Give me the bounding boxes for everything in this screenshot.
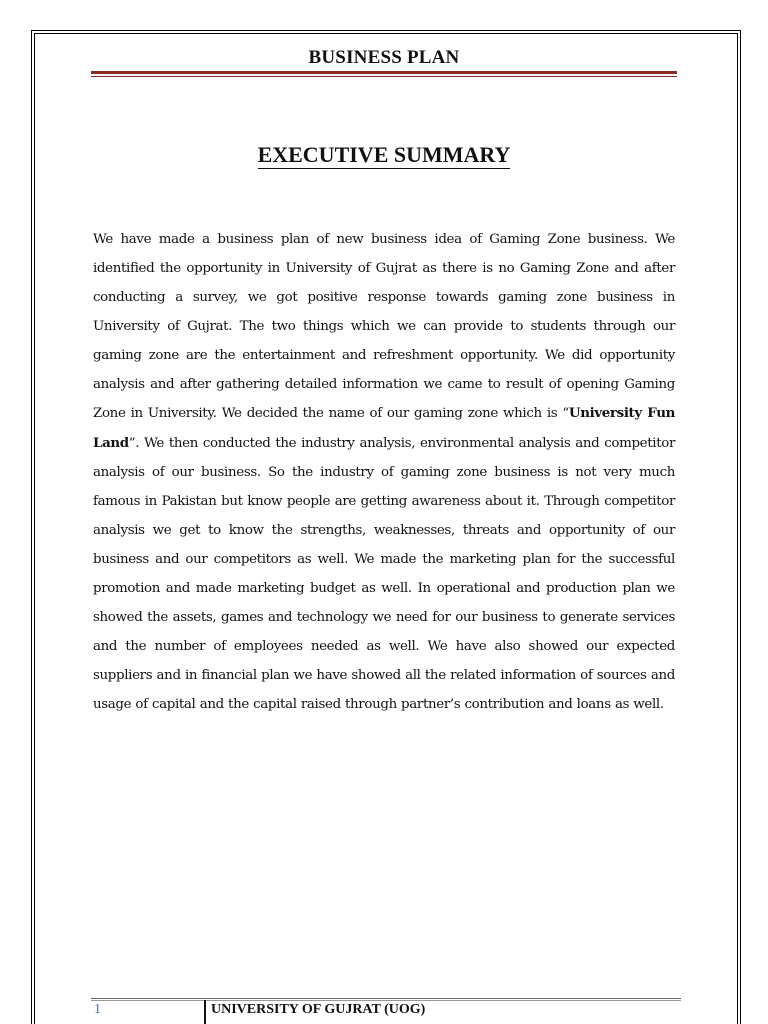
header-rule-thin: [91, 76, 677, 77]
page-number: 1: [94, 1002, 101, 1017]
footer-rule: [91, 998, 681, 999]
business-name-highlight: University Fun Land: [93, 405, 675, 452]
header-rule: [91, 71, 677, 74]
section-heading: [0, 142, 768, 168]
executive-summary-paragraph: [93, 226, 675, 719]
paragraph-part-2: ”. We then conducted the industry analysis, environmental analysis and competitor analysis of our business. So the industry of gaming zone business is not very much famous in Pakistan but know people are getting awareness about it. Through competitor analysis we get to know the strengths, weaknesses, threats and opportunity of our business and our competitors as well. We made the marketing plan for the successful promotion and made marketing budget as well. In operational and production plan we showed the assets, games and technology we need for our business to generate services and the number of employees needed as well. We have also showed our expected suppliers and in financial plan we have showed all the related information of sources and usage of capital and the capital raised through partner’s contribution and loans as well.: [93, 436, 675, 712]
footer-rule-secondary: [91, 1000, 681, 1001]
footer-university-name: UNIVERSITY OF GUJRAT (UOG): [211, 1002, 426, 1017]
paragraph-part-1: We have made a business plan of new business idea of Gaming Zone business. We identified the opportunity in University of Gujrat as there is no Gaming Zone and after conducting a survey, we got positive response towards gaming zone business in University of Gujrat. The two things which we can provide to students through our gaming zone are the entertainment and refreshment opportunity. We did opportunity analysis and after gathering detailed information we came to result of opening Gaming Zone in University. We decided the name of our gaming zone which is “: [93, 232, 675, 422]
footer-divider: [204, 1000, 206, 1024]
header-title: BUSINESS PLAN: [308, 47, 460, 68]
section-heading-text: EXECUTIVE SUMMARY: [257, 142, 511, 167]
